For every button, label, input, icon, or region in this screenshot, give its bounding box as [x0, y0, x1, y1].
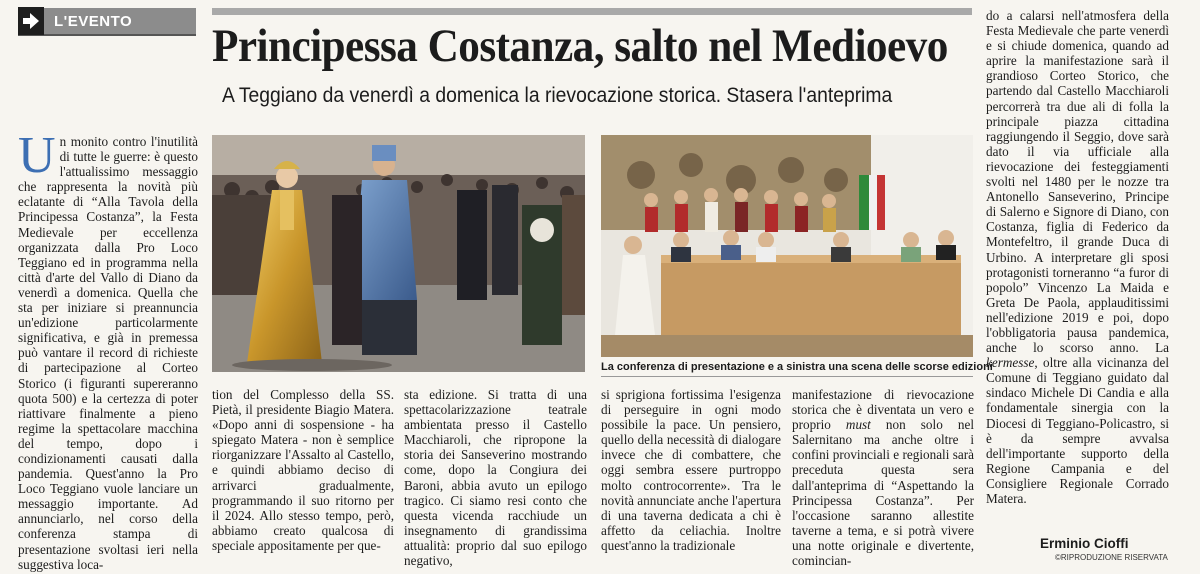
copyright-notice: ©RIPRODUZIONE RISERVATA: [1055, 553, 1168, 562]
column-1-text: n monito contro l'inutilità di tutte le guerre: è questo l'attualissimo messaggio che rappresenta la novità più eclatante di “Alla Tavola della Principessa Costanza”, la Festa Medievale per eccellenza organizzata dalla Pro Loco Teggiano ed in programma nella città d'arte del Vallo di Diano da venerdì a domenica. Quella che sta per iniziare si preannuncia un'edizione particolarmente significativa, e già in premessa può vantare il record di richieste di partecipazione al Corteo Storico (i figuranti supereranno quota 500) e la certezza di poter riattivare finalmente a pieno regime la spettacolare macchina del tempo, dopo i condizionamenti causati dalla pandemia. Quest'anno la Pro Loco Teggiano vuole lanciare un messaggio importante. Ad annunciarlo, nel corso della conferenza stampa di presentazione svoltasi ieri nella suggestiva loca-: [18, 134, 198, 572]
column-5-text-a: manifestazione di rievocazione storica che è diventata un vero e proprio: [792, 387, 974, 433]
top-rule: [212, 8, 972, 15]
article-column-2: [212, 387, 394, 553]
kicker-label: L'EVENTO: [54, 12, 133, 30]
column-3-text: sta edizione. Si tratta di una spettacolarizzazione teatrale ambientata presso il Castello Macchiaroli, che ripropone la storia dei Sanseverino mostrando come, dopo la Congiura dei Baroni, abbia avuto un epilogo tragico. Ci siamo resi conto che questa vicenda racchiude un insegnamento di grandissima attualità: proprio dal suo epilogo negativo,: [404, 387, 587, 569]
column-5-emphasis: must: [845, 417, 871, 433]
photo-press-conference: [601, 135, 973, 357]
subheadline: A Teggiano da venerdì a domenica la rievocazione storica. Stasera l'anteprima: [222, 84, 893, 107]
caption-rule: [601, 376, 973, 377]
photo-caption: La conferenza di presentazione e a sinistra una scena delle scorse edizioni: [601, 361, 993, 373]
article-column-4: [601, 387, 781, 553]
article-column-1: [18, 127, 198, 572]
column-6-emphasis: kermesse: [986, 355, 1035, 371]
section-kicker: [18, 8, 196, 36]
article-column-5: [792, 387, 974, 568]
column-4-text: si sprigiona fortissima l'esigenza di perseguire in ogni modo possibile la pace. Un pensiero, quello della necessità di dialogare invece che di combattere, che oggi sembra essere purtroppo molto controcorrente». Tra le novità annunciate anche l'apertura di una taverna dedicata a chi è affetto da celiachia. Inoltre quest'anno la tradizionale: [601, 387, 781, 553]
article-column-6: [986, 8, 1169, 506]
column-6-text-a: do a calarsi nell'atmosfera della Festa Medievale che parte venerdì e si chiude domenica, quando ad aprire la manifestazione sarà il grandioso Corteo Storico, che partendo dal Castello Macchiaroli percorrerà tra due ali di folla la principale piazza cittadina raggiungendo il Seggio, dove sarà dato il via ufficiale alla rievocazione dei festeggiamenti svolti nel 1480 per le nozze tra Antonello Sanseverino, Principe di Salerno e Signore di Diano, con Costanza, figlia di Federico da Montefeltro, il grande Duca di Urbino. A interpretare gli sposi protagonisti torneranno “a furor di popolo” Vincenzo La Maida e Greta De Paola, applauditissimi nell'edizione 2019 e poi, dopo l'obbligatoria pausa pandemica, anche lo scorso anno. La: [986, 8, 1169, 356]
dropcap: U: [18, 127, 56, 184]
column-5-text-b: non solo nel Salernitano ma anche oltre i confini provinciali e regionali sarà preceduta questa sera dall'anteprima di “Aspettando la Principessa Costanza”. Per l'occasione saranno allestite taverne a tema, e si potrà vivere una notte originale e divertente, comincian-: [792, 417, 974, 569]
arrow-right-icon: [18, 7, 44, 35]
column-2-text: tion del Complesso della SS. Pietà, il presidente Biagio Matera. «Dopo anni di sospensione - ha spiegato Matera - non è semplice riorganizzare l'Assalto al Castello, e quindi abbiamo deciso di arrivarci gradualmente, programmando il suo ritorno per il 2024. Allo stesso tempo, però, abbiamo creato qualcosa di speciale appositamente per que-: [212, 387, 394, 553]
column-6-text-b: , oltre alla vicinanza del Comune di Teggiano guidato dal sindaco Michele Di Candia e alla fondamentale sinergia con la Diocesi di Teggiano-Policastro, si è da sempre avvalsa dell'importante supporto della Regione Campania e del Consigliere Regionale Corrado Matera.: [986, 355, 1169, 506]
headline: Principessa Costanza, salto nel Medioevo: [212, 20, 948, 72]
author-byline: Erminio Cioffi: [1040, 536, 1129, 551]
photo-medieval-parade: [212, 135, 585, 372]
article-column-3: [404, 387, 587, 568]
